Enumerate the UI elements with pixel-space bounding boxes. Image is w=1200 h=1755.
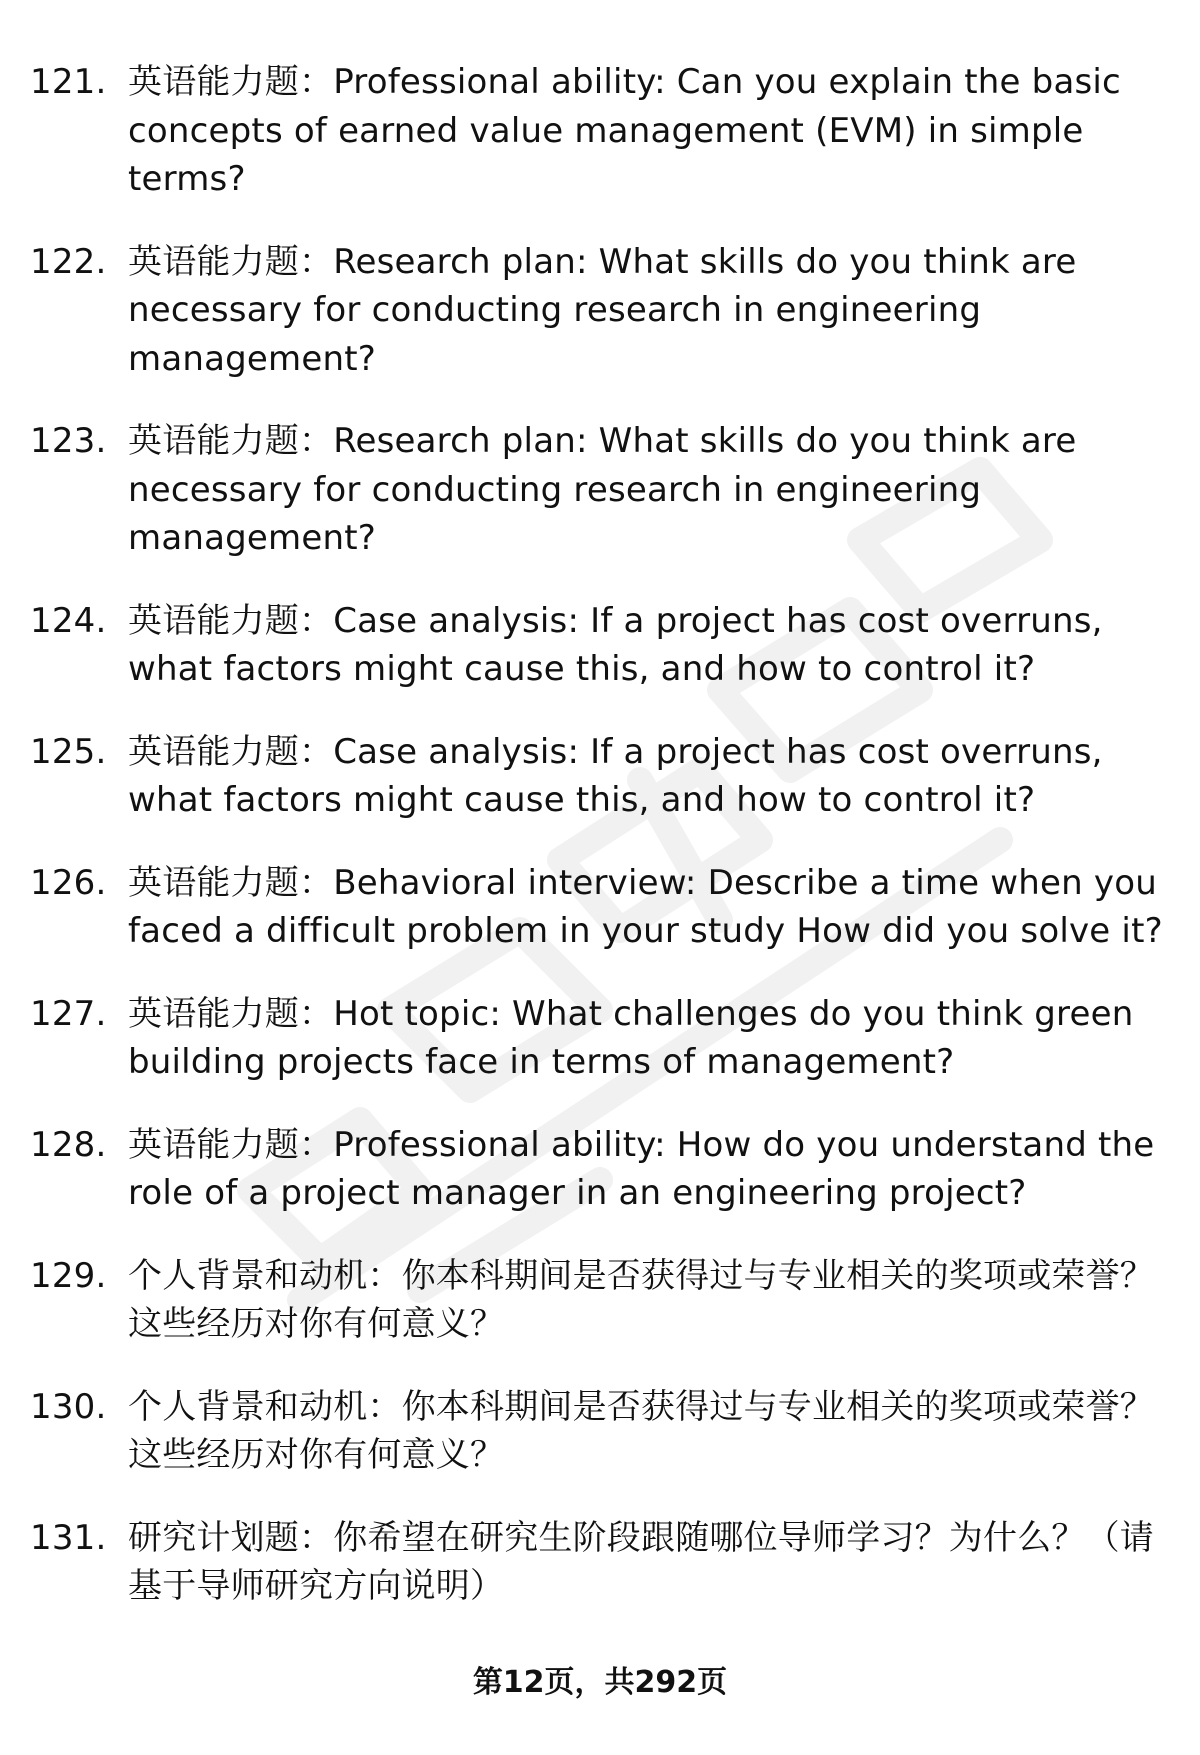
question-item-127	[30, 990, 1170, 1087]
question-item-129	[30, 1252, 1170, 1349]
question-item-121	[30, 58, 1170, 204]
question-number: 125.	[30, 731, 107, 772]
question-item-125	[30, 728, 1170, 825]
question-number: 121.	[30, 62, 107, 102]
question-number: 131.	[30, 1517, 107, 1558]
question-text: 英语能力题：Professional ability: How do you understand the role of a project manager in an engineering project?	[128, 1124, 1155, 1213]
question-item-130	[30, 1383, 1170, 1480]
question-text: 个人背景和动机：你本科期间是否获得过与专业相关的奖项或荣誉？这些经历对你有何意义？	[128, 1255, 1154, 1344]
question-text: 英语能力题：Research plan: What skills do you think are necessary for conducting research in engineering management?	[128, 421, 1077, 558]
question-text: 研究计划题：你希望在研究生阶段跟随哪位导师学习？为什么？（请基于导师研究方向说明）	[128, 1517, 1154, 1606]
question-list	[30, 58, 1170, 1645]
page-number-footer: 第12页，共292页	[472, 1665, 728, 1700]
question-text: 英语能力题：Research plan: What skills do you think are necessary for conducting research in engineering management?	[128, 241, 1077, 379]
question-text: 英语能力题：Case analysis: If a project has cost overruns, what factors might cause this, and how to control it?	[128, 731, 1103, 820]
question-item-123	[30, 417, 1170, 563]
question-item-122	[30, 238, 1170, 384]
question-text: 个人背景和动机：你本科期间是否获得过与专业相关的奖项或荣誉？这些经历对你有何意义？	[128, 1386, 1154, 1475]
question-number: 129.	[30, 1255, 107, 1296]
question-text: 英语能力题：Behavioral interview: Describe a time when you faced a difficult problem in your study How did you solve it?	[128, 862, 1163, 951]
question-text: 英语能力题：Hot topic: What challenges do you think green building projects face in terms of management?	[128, 993, 1134, 1082]
question-number: 122.	[30, 241, 107, 282]
question-number: 126.	[30, 862, 107, 903]
question-number: 127.	[30, 993, 107, 1034]
question-item-124	[30, 597, 1170, 694]
question-item-128	[30, 1121, 1170, 1218]
question-number: 123.	[30, 421, 107, 461]
question-number: 124.	[30, 600, 107, 641]
question-text: 英语能力题：Professional ability: Can you explain the basic concepts of earned value management (EVM) in simple terms?	[128, 62, 1121, 199]
question-number: 128.	[30, 1124, 107, 1165]
question-number: 130.	[30, 1386, 107, 1427]
question-item-131	[30, 1514, 1170, 1611]
question-text: 英语能力题：Case analysis: If a project has cost overruns, what factors might cause this, and how to control it?	[128, 600, 1103, 689]
question-item-126	[30, 859, 1170, 956]
